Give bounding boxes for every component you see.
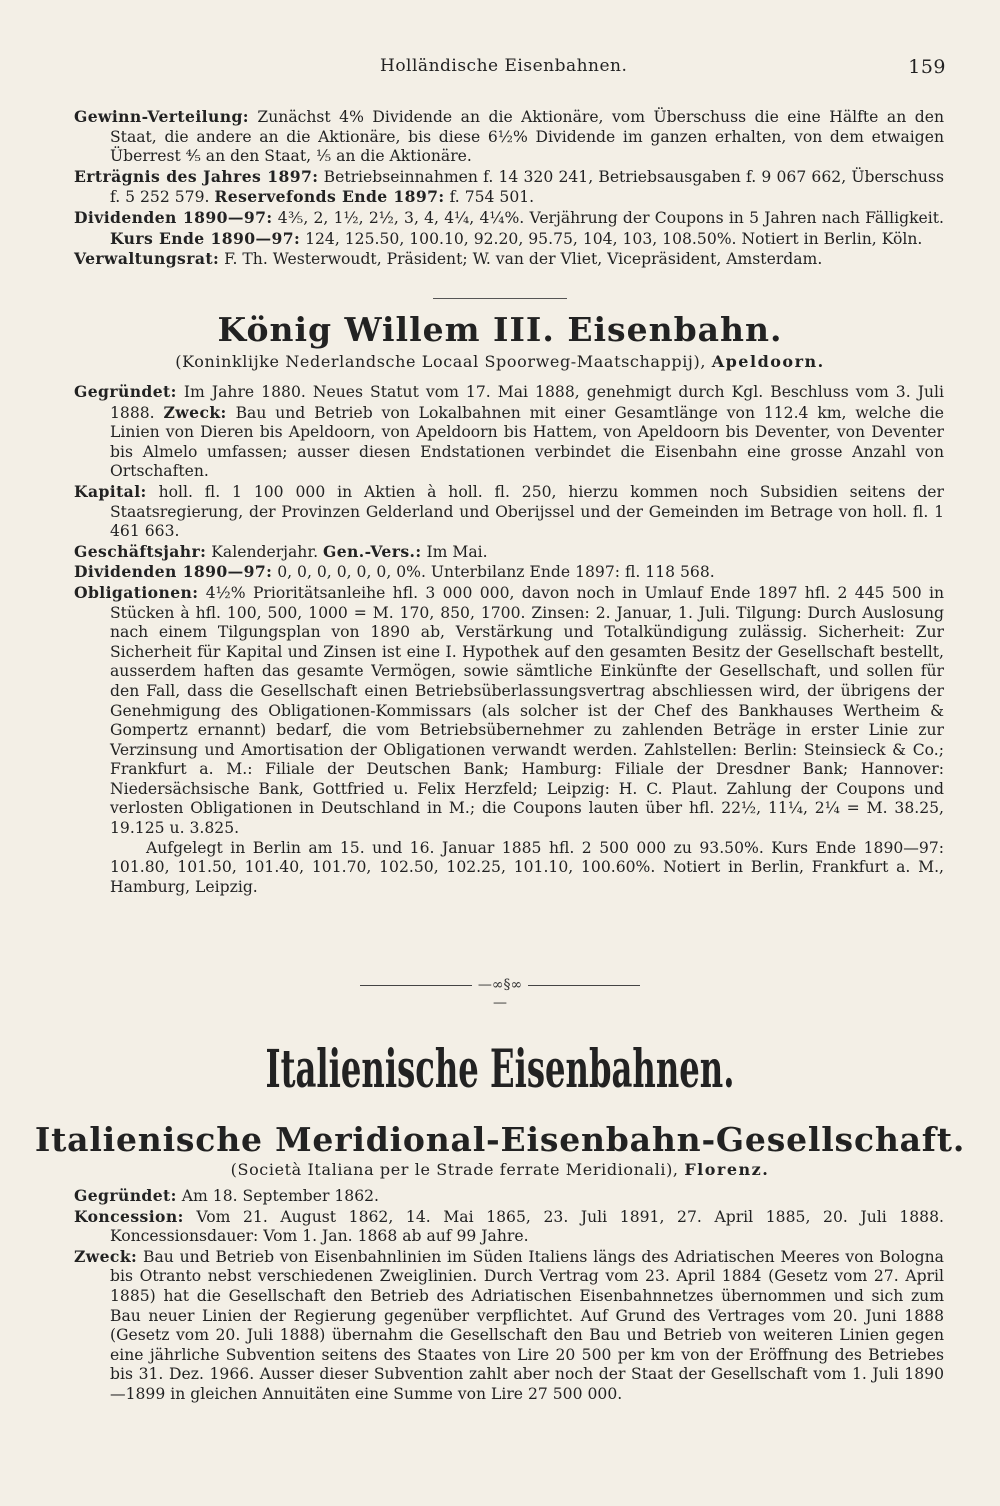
- label-verwaltung: Verwaltungsrat:: [74, 249, 220, 269]
- text-dividenden-2: 0, 0, 0, 0, 0, 0, 0%. Unterbilanz Ende 1897: fl. 118 568.: [277, 563, 715, 582]
- label-reserve: Reservefonds Ende 1897:: [214, 187, 445, 207]
- paragraph-dividenden-2: [74, 562, 944, 583]
- label-zweck-3: Zweck:: [74, 1246, 138, 1266]
- ornament-line-left: [360, 985, 472, 986]
- paragraph-aufgelegt: [74, 839, 944, 898]
- subtitle-meridional: (Società Italiana per le Strade ferrate Meridionali),: [230, 1160, 679, 1179]
- label-genvers: Gen.-Vers.:: [323, 541, 422, 561]
- text-dividenden: 4⅗, 2, 1½, 2½, 3, 4, 4¼, 4¼%. Verjährung der Coupons in 5 Jahren nach Fälligkeit.: [277, 208, 944, 227]
- text-geschaeftsjahr: Kalenderjahr.: [211, 542, 319, 561]
- paragraph-koncession: [74, 1207, 944, 1247]
- label-gegruendet: Gegründet:: [74, 382, 177, 401]
- paragraph-gewinn: [74, 107, 944, 167]
- text-aufgelegt: Aufgelegt in Berlin am 15. und 16. Januar 1885 hfl. 2 500 000 zu 93.50%. Kurs Ende 1890—97: 101.80, 101.50, 101.40, 101.70, 102.50, 102.25, 101.10, 100.60%. Notiert in Berlin, Frankfurt a. M., Hamburg, Leipzig.: [110, 838, 944, 896]
- text-ertrag: Betriebseinnahmen f. 14 320 241, Betriebsausgaben f. 9 067 662, Überschuss f. 5 252 579.: [110, 167, 944, 207]
- city-apeldoorn: Apeldoorn.: [711, 352, 825, 371]
- subheading-koenig-willem: [0, 352, 1000, 372]
- running-head: [0, 56, 1000, 80]
- label-dividenden: Dividenden 1890—97:: [74, 207, 273, 227]
- text-reserve: f. 754 501.: [449, 188, 535, 207]
- label-obligationen: Obligationen:: [74, 582, 199, 602]
- paragraph-kapital: [74, 482, 944, 542]
- label-ertrag: Erträgnis des Jahres 1897:: [74, 166, 319, 186]
- label-kurs: Kurs Ende 1890—97:: [110, 228, 301, 248]
- page-number: 159: [908, 56, 946, 78]
- text-kapital: holl. fl. 1 100 000 in Aktien à holl. fl. 250, hierzu kommen noch Subsidien seitens der Staatsregierung, der Provinzen Gelderland und Oberijssel und der Gemeinden im Betrage von holl. fl. 1 461 663.: [110, 482, 944, 541]
- paragraph-gegruendet: [74, 382, 944, 482]
- section-divider: [433, 298, 567, 299]
- text-zweck-3: Bau und Betrieb von Eisenbahnlinien im Süden Italiens längs des Adriatischen Meeres von Bologna bis Otranto nebst verschiedenen Zweiglinien. Durch Vertrag vom 23. April 1884 (Gesetz vom 27. April 1885) hat die Gesellschaft den Betrieb des Adriatischen Eisenbahnnetzes übernommen und sich zum Bau neuer Linien der Regierung gegenüber verpflichtet. Auf Grund des Vertrages vom 20. Juni 1888 (Gesetz vom 20. Juli 1888) übernahm die Gesellschaft den Bau und Betrieb von weiteren Linien gegen eine jährliche Subvention seitens des Staates von Lire 20 500 per km von der Eröffnung des Betriebes bis 31. Dez. 1966. Ausser dieser Subvention zahlt aber noch der Staat der Gesellschaft vom 1. Juli 1890—1899 in gleichen Annuitäten eine Summe von Lire 27 500 000.: [110, 1247, 944, 1403]
- text-zweck: Bau und Betrieb von Lokalbahnen mit einer Gesamtlänge von 112.4 km, welche die Linien von Dieren bis Apeldoorn, von Apeldoorn bis Hattem, von Apeldoorn bis Deventer, von Deventer bis Almelo umfassen; ausser diesen Endstationen verbindet die Eisenbahn eine grosse Anzahl von Ortschaften.: [110, 403, 944, 481]
- heading-koenig-willem: König Willem III. Eisenbahn.: [217, 310, 783, 349]
- paragraph-dividenden: [74, 208, 944, 249]
- text-gegruendet: Im Jahre 1880. Neues Statut vom 17. Mai 1888, genehmigt durch Kgl. Beschluss vom 3. Juli 1888.: [110, 383, 944, 422]
- text-verwaltung: F. Th. Westerwoudt, Präsident; W. van der Vliet, Vicepräsident, Amsterdam.: [224, 250, 823, 269]
- text-gegruendet-3: Am 18. September 1862.: [181, 1187, 379, 1205]
- heading-meridional: Italienische Meridional-Eisenbahn-Gesellschaft.: [34, 1120, 966, 1159]
- label-geschaeftsjahr: Geschäftsjahr:: [74, 541, 207, 561]
- text-koncession: Vom 21. August 1862, 14. Mai 1865, 23. Juli 1891, 27. April 1885, 20. Juli 1888. Koncessionsdauer: Vom 1. Jan. 1868 ab auf 99 Jahre.: [110, 1207, 944, 1246]
- label-zweck: Zweck:: [163, 402, 227, 422]
- paragraph-verwaltung: [74, 249, 944, 270]
- label-gewinn: Gewinn-Verteilung:: [74, 107, 249, 126]
- section-hollaendische-tail: [74, 107, 944, 270]
- label-kapital: Kapital:: [74, 481, 147, 501]
- subtitle-koenig: (Koninklijke Nederlandsche Locaal Spoorweg-Maatschappij),: [175, 352, 707, 371]
- heading-italienische-eisenbahnen: Italienische Eisenbahnen.: [265, 1039, 735, 1100]
- running-title: Holländische Eisenbahnen.: [380, 56, 628, 76]
- label-koncession: Koncession:: [74, 1206, 184, 1226]
- subheading-meridional: [0, 1160, 1000, 1180]
- ornament-flourish-icon: —∞§∞—: [477, 977, 523, 1011]
- section-meridional: [74, 1186, 944, 1405]
- paragraph-obligationen: [74, 583, 944, 839]
- text-genvers: Im Mai.: [426, 542, 488, 561]
- paragraph-geschaeftsjahr: [74, 542, 944, 563]
- paragraph-ertrag: [74, 167, 944, 208]
- ornament-line-right: [528, 985, 640, 986]
- text-obligationen: 4½% Prioritätsanleihe hfl. 3 000 000, davon noch in Umlauf Ende 1897 hfl. 2 445 500 in Stücken à hfl. 100, 500, 1000 = M. 170, 850, 1700. Zinsen: 2. Januar, 1. Juli. Tilgung: Durch Auslosung nach einem Tilgungsplan von 1890 ab, Verstärkung und Totalkündigung zulässig. Sicherheit: Zur Sicherheit für Kapital und Zinsen ist eine I. Hypothek auf den gesamten Besitz der Gesellschaft bestellt, ausserdem haften das gesamte Vermögen, sowie sämtliche Einkünfte der Gesellschaft, und sollen für den Fall, dass die Gesellschaft einen Betriebsüberlassungsvertrag abschliessen wird, der übrigens der Genehmigung des Obligationen-Kommissars (als solcher ist der Chef des Bankhauses Wertheim & Gompertz ernannt) bedarf, die vom Betriebsübernehmer zu zahlenden Beträge in erster Linie zur Verzinsung und Amortisation der Obligationen verwandt werden. Zahlstellen: Berlin: Steinsieck & Co.; Frankfurt a. M.: Filiale der Deutschen Bank; Hamburg: Filiale der Dresdner Bank; Hannover: Niedersächsische Bank, Gottfried u. Felix Herzfeld; Leipzig: H. C. Plaut. Zahlung der Coupons und verlosten Obligationen in Deutschland in M.; die Coupons lauten über hfl. 22½, 11¼, 2¼ = M. 38.25, 19.125 u. 3.825.: [110, 583, 944, 838]
- text-gewinn: Zunächst 4% Dividende an die Aktionäre, vom Überschuss die eine Hälfte an den Staat, die andere an die Aktionäre, bis diese 6½% Dividende im ganzen erhalten, von dem etwaigen Überrest ⁴⁄₅ an den Staat, ⅕ an die Aktionäre.: [110, 108, 944, 166]
- label-dividenden-2: Dividenden 1890—97:: [74, 562, 273, 582]
- ornament-divider: [360, 976, 640, 1011]
- label-gegruendet-3: Gegründet:: [74, 1186, 177, 1205]
- text-kurs: 124, 125.50, 100.10, 92.20, 95.75, 104, 103, 108.50%. Notiert in Berlin, Köln.: [305, 229, 923, 248]
- paragraph-gegruendet-3: [74, 1186, 944, 1207]
- city-florenz: Florenz.: [684, 1160, 770, 1179]
- paragraph-zweck-3: [74, 1247, 944, 1405]
- section-koenig-willem: [74, 382, 944, 897]
